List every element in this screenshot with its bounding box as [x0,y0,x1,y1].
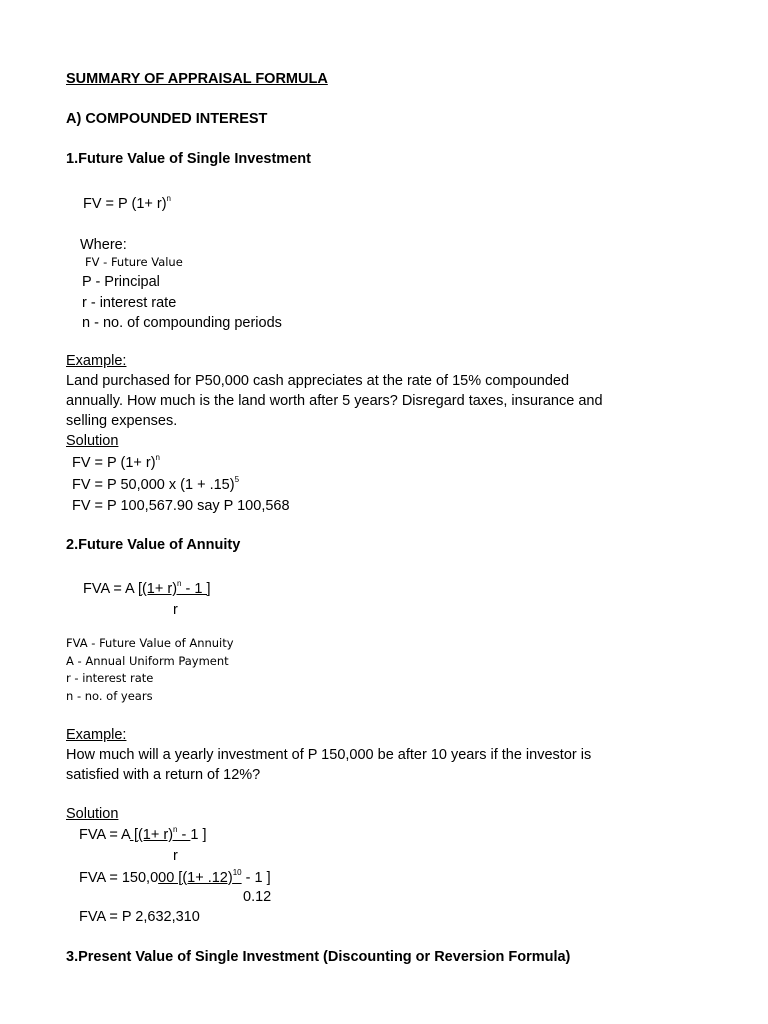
s3-heading-num: 3. [66,949,79,965]
s2-formula-num-b: - 1 ] [181,581,211,597]
s2-heading-num: 2. [66,537,79,553]
s1-example-text: Land purchased for P50,000 cash appreciates at the rate of 15% compounded annually. How much is the land worth after 5 years? Disregard taxes, insurance and selling expenses. [66,373,603,429]
s2-heading [66,538,240,553]
section-a-heading: A) COMPOUNDED INTEREST [66,111,268,127]
s2-formula-numerator [138,581,211,597]
s2-sol1-num-b: - [177,827,191,843]
s3-heading-text: Present Value of Single Investment (Discounting or Reversion Formula) [78,949,571,965]
s2-sol1-prefix: FVA = A [79,827,130,843]
s1-solution-line1 [72,453,160,471]
s1-solution-line2 [72,475,240,493]
s2-example-text: How much will a yearly investment of P 150,000 be after 10 years if the investor is satisfied with a return of 12%? [66,747,592,783]
s2-formula-num-exponent: n [177,579,182,588]
s2-sol2-denominator: 0.12 [243,889,272,905]
s2-sol1-tail: 1 ] [190,827,207,843]
s2-sol2-tail: - 1 ] [241,870,271,886]
s3-heading [66,950,570,965]
s1-sol2-exponent: 5 [234,475,240,484]
s1-solution-line3: FV = P 100,567.90 say P 100,568 [72,498,290,514]
s2-formula-prefix: FVA = A [83,581,138,597]
s2-solution-line2 [79,868,271,886]
s2-sol2-prefix: FVA = 150,0 [79,870,159,886]
s2-sol2-numerator [158,870,241,886]
s1-sol1-text: FV = P (1+ r) [72,455,156,471]
s1-def-p: P - Principal [82,274,160,290]
s1-sol2-text: FV = P 50,000 x (1 + .15) [72,477,235,493]
s2-def-n: n - no. of years [66,689,153,703]
s1-formula-text: FV = P (1+ r) [83,196,167,212]
s2-formula [83,579,211,597]
s2-formula-denominator: r [173,602,178,618]
s2-solution-label: Solution [66,806,119,822]
s1-heading-text: Future Value of Single Investment [78,151,311,167]
s2-sol1-numerator [130,827,190,843]
s2-def-fva: FVA - Future Value of Annuity [66,636,234,650]
document-title: SUMMARY OF APPRAISAL FORMULA [66,71,328,87]
s1-def-r: r - interest rate [82,295,177,311]
s1-def-n: n - no. of compounding periods [82,315,282,331]
s2-heading-text: Future Value of Annuity [78,537,241,553]
s2-def-a: A - Annual Uniform Payment [66,654,229,668]
s2-sol1-denominator: r [173,848,178,864]
s1-heading [66,152,311,167]
s2-sol1-num-exponent: n [173,825,178,834]
s1-where-label: Where: [80,237,127,253]
s1-formula [83,194,171,212]
s2-example-label: Example: [66,727,127,743]
s1-sol1-exponent: n [155,453,160,462]
s2-sol2-exponent: 10 [232,868,242,877]
s1-def-fv: FV - Future Value [85,255,183,269]
s2-def-r: r - interest rate [66,671,154,685]
s2-solution-line1 [79,825,207,843]
s1-solution-label: Solution [66,433,119,449]
s2-formula-num-a: [(1+ r) [137,581,178,597]
s1-example-label: Example: [66,353,127,369]
s1-formula-exponent: n [166,194,171,203]
s2-sol2-num: 00 [(1+ .12) [158,870,233,886]
s2-sol1-num-a: [(1+ r) [129,827,174,843]
s1-heading-num: 1. [66,151,79,167]
s2-solution-line3: FVA = P 2,632,310 [79,909,200,925]
